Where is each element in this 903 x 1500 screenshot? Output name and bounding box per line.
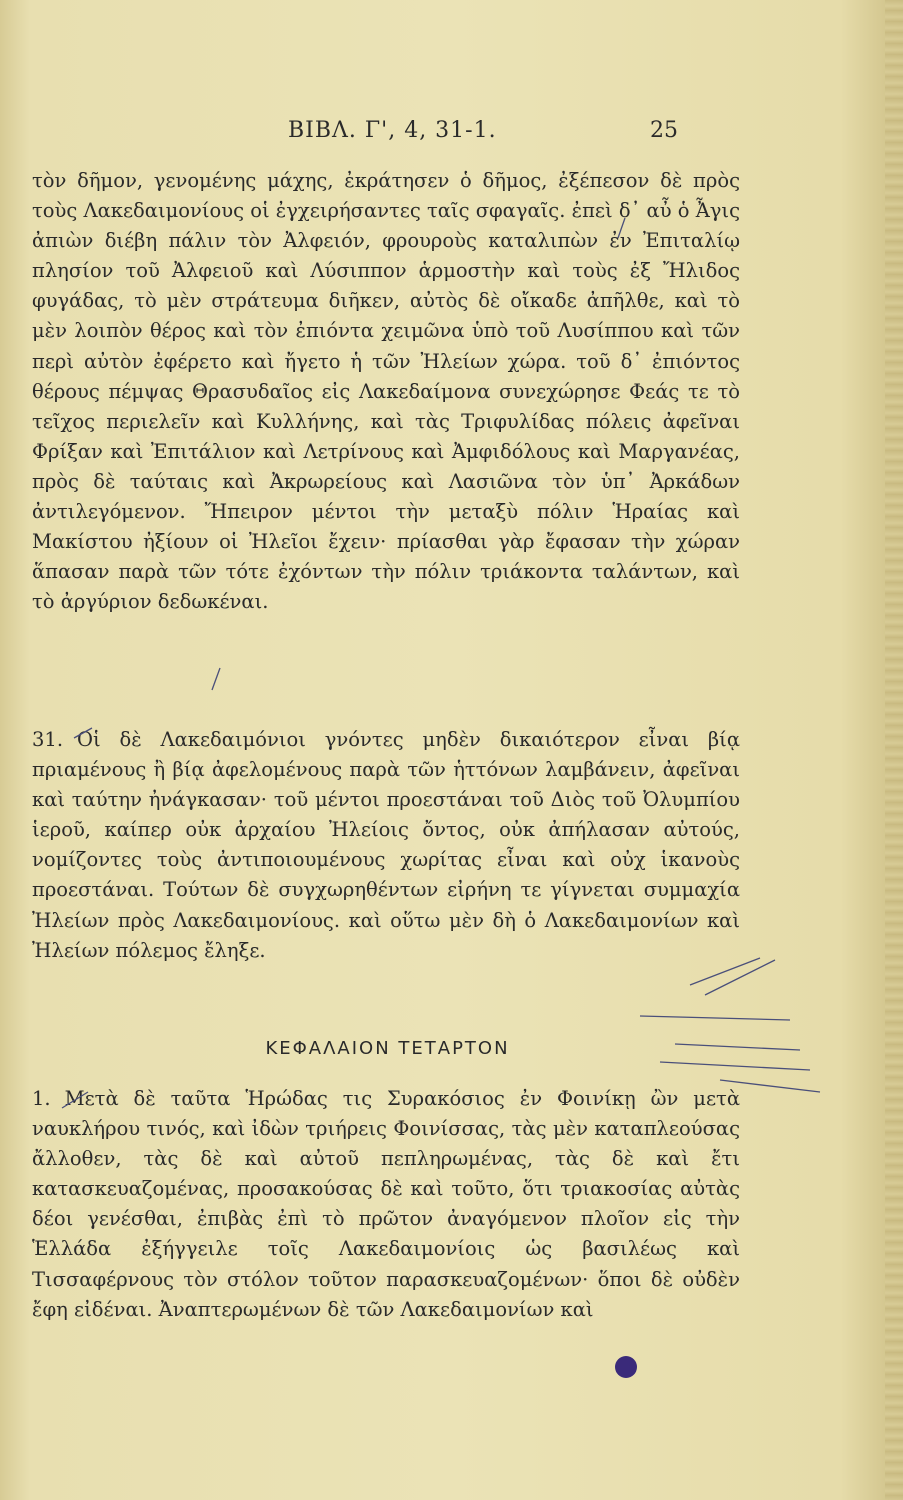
- page-edge: [885, 0, 903, 1500]
- section-31-paragraph: [32, 725, 740, 966]
- paragraph-text: Μετὰ δὲ ταῦτα Ἡρώδας τις Συρακόσιος ἐν Φοινίκῃ ὢν μετὰ ναυκλήρου τινός, καὶ ἰδὼν τριήρεις Φοινίσσας, τὰς μὲν καταπλεούσας ἄλλοθεν, τὰς δὲ καὶ αὐτοῦ πεπληρωμένας, τὰς δὲ καὶ ἔτι κατασκευαζομένας, προσακούσας δὲ καὶ τοῦτο, ὅτι τριακοσίας αὐτὰς δέοι γενέσθαι, ἐπιβὰς ἐπὶ τὸ πρῶτον ἀναγόμενον πλοῖον εἰς τὴν Ἑλλάδα ἐξήγγειλε τοῖς Λακεδαιμονίοις ὡς βασιλέως καὶ Τισσαφέρνους τὸν στόλον τοῦτον παρασκευαζομένων· ὅποι δὲ οὐδὲν ἔφη εἰδέναι. Ἀναπτερωμένων δὲ τῶν Λακεδαιμονίων καὶ: [32, 1087, 740, 1321]
- page-header: [0, 118, 903, 148]
- ink-dot: [615, 1356, 637, 1378]
- section-31: [32, 725, 740, 966]
- page-number: 25: [650, 118, 678, 143]
- paragraph-text: τὸν δῆμον, γενομένης μάχης, ἐκράτησεν ὁ δῆμος, ἐξέπεσον δὲ πρὸς τοὺς Λακεδαιμονίους οἱ ἐγχειρήσαντες ταῖς σφαγαῖς. ἐπεὶ δ᾽ αὖ ὁ Ἆγις ἀπιὼν διέβη πάλιν τὸν Ἀλφειόν, φρουροὺς καταλιπὼν ἐν Ἐπιταλίῳ πλησίον τοῦ Ἀλφειοῦ καὶ Λύσιππον ἁρμοστὴν καὶ τοὺς ἐξ Ἤλιδος φυγάδας, τὸ μὲν στράτευμα διῆκεν, αὐτὸς δὲ οἴκαδε ἀπῆλθε, καὶ τὸ μὲν λοιπὸν θέρος καὶ τὸν ἐπιόντα χειμῶνα ὑπὸ τοῦ Λυσίππου καὶ τῶν περὶ αὐτὸν ἐφέρετο καὶ ἤγετο ἡ τῶν Ἠλείων χώρα. τοῦ δ᾽ ἐπιόντος θέρους πέμψας Θρασυδαῖος εἰς Λακεδαίμονα συνεχώρησε Φεάς τε τὸ τεῖχος περιελεῖν καὶ Κυλλήνης, καὶ τὰς Τριφυλίδας πόλεις ἀφεῖναι Φρίξαν καὶ Ἐπιτάλιον καὶ Λετρίνους καὶ Ἀμφιδόλους καὶ Μαργανέας, πρὸς δὲ ταύταις καὶ Ἀκρωρείους καὶ Λασιῶνα τὸν ὑπ᾽ Ἀρκάδων ἀντιλεγόμενον. Ἤπειρον μέντοι τὴν μεταξὺ πόλιν Ἡραίας καὶ Μακίστου ἠξίουν οἱ Ἠλεῖοι ἔχειν· πρίασθαι γὰρ ἔφασαν τὴν χώραν ἅπασαν παρὰ τῶν τότε ἐχόντων τὴν πόλιν τριάκοντα ταλάντων, καὶ τὸ ἀργύριον δεδωκέναι.: [32, 169, 740, 614]
- section-1: [32, 1084, 740, 1325]
- running-title: ΒΙΒΛ. Γ', 4, 31-1.: [288, 118, 497, 143]
- paragraph-continued: [32, 166, 740, 617]
- section-number: 1.: [32, 1087, 51, 1110]
- paragraph-text: Οἱ δὲ Λακεδαιμόνιοι γνόντες μηδὲν δικαιότερον εἶναι βίᾳ πριαμένους ἢ βίᾳ ἀφελομένους παρὰ τῶν ἡττόνων λαμβάνειν, ἀφεῖναι καὶ ταύτην ἠνάγκασαν· τοῦ μέντοι προεστάναι τοῦ Διὸς τοῦ Ὀλυμπίου ἱεροῦ, καίπερ οὐκ ἀρχαίου Ἠλείοις ὄντος, οὐκ ἀπήλασαν αὐτούς, νομίζοντες τοὺς ἀντιποιουμένους χωρίτας εἶναι καὶ οὐχ ἱκανοὺς προεστάναι. Τούτων δὲ συγχωρηθέντων εἰρήνη τε γίγνεται συμμαχία Ἠλείων πρὸς Λακεδαιμονίους. καὶ οὕτω μὲν δὴ ὁ Λακεδαιμονίων καὶ Ἠλείων πόλεμος ἔληξε.: [32, 728, 740, 962]
- section-number: 31.: [32, 728, 64, 751]
- chapter-heading: ΚΕΦΑΛΑΙΟΝ ΤΕΤΑΡΤΟΝ: [265, 1038, 510, 1059]
- section-1-paragraph: [32, 1084, 740, 1325]
